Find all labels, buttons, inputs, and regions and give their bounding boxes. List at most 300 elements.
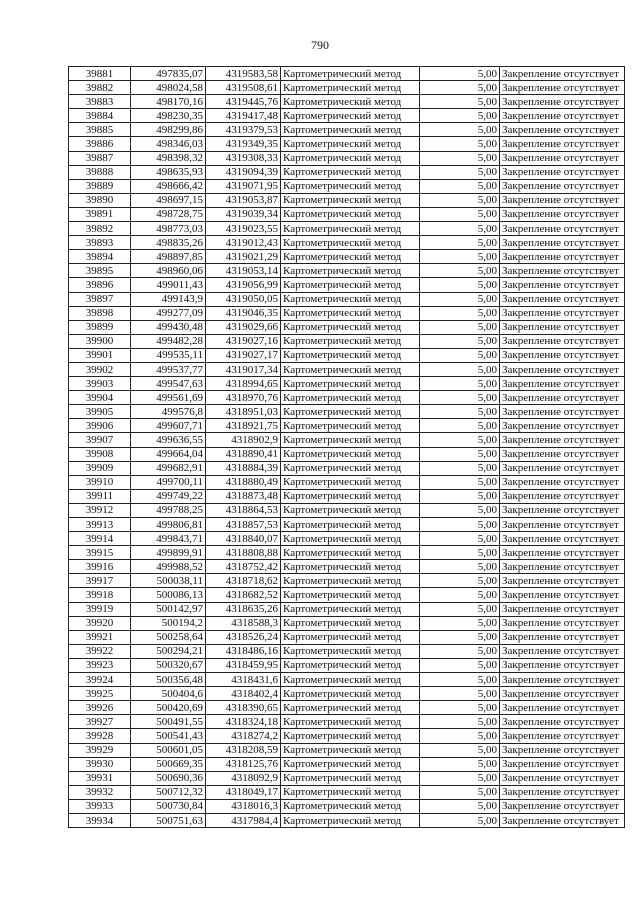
accuracy-cell: 5,00 xyxy=(420,644,500,658)
fixing-description-cell: Закрепление отсутствует xyxy=(500,729,625,743)
table-row xyxy=(69,362,625,376)
x-coordinate-cell: 499700,11 xyxy=(131,475,206,489)
y-coordinate-cell: 4319027,16 xyxy=(206,334,281,348)
table-row xyxy=(69,532,625,546)
table-row xyxy=(69,461,625,475)
point-number-cell: 39926 xyxy=(69,701,131,715)
table-row xyxy=(69,264,625,278)
y-coordinate-cell: 4318857,53 xyxy=(206,518,281,532)
x-coordinate-cell: 498960,06 xyxy=(131,264,206,278)
fixing-description-cell: Закрепление отсутствует xyxy=(500,461,625,475)
accuracy-cell: 5,00 xyxy=(420,334,500,348)
table-row xyxy=(69,334,625,348)
x-coordinate-cell: 499537,77 xyxy=(131,362,206,376)
fixing-description-cell: Закрепление отсутствует xyxy=(500,574,625,588)
x-coordinate-cell: 499547,63 xyxy=(131,377,206,391)
table-row xyxy=(69,771,625,785)
method-cell: Картометрический метод xyxy=(281,377,420,391)
y-coordinate-cell: 4318049,17 xyxy=(206,785,281,799)
point-number-cell: 39910 xyxy=(69,475,131,489)
method-cell: Картометрический метод xyxy=(281,81,420,95)
method-cell: Картометрический метод xyxy=(281,743,420,757)
fixing-description-cell: Закрепление отсутствует xyxy=(500,405,625,419)
accuracy-cell: 5,00 xyxy=(420,81,500,95)
fixing-description-cell: Закрепление отсутствует xyxy=(500,207,625,221)
point-number-cell: 39896 xyxy=(69,278,131,292)
accuracy-cell: 5,00 xyxy=(420,715,500,729)
table-row xyxy=(69,785,625,799)
table-row xyxy=(69,433,625,447)
x-coordinate-cell: 500320,67 xyxy=(131,658,206,672)
x-coordinate-cell: 499143,9 xyxy=(131,292,206,306)
y-coordinate-cell: 4319029,66 xyxy=(206,320,281,334)
method-cell: Картометрический метод xyxy=(281,278,420,292)
table-row xyxy=(69,546,625,560)
fixing-description-cell: Закрепление отсутствует xyxy=(500,447,625,461)
fixing-description-cell: Закрепление отсутствует xyxy=(500,602,625,616)
method-cell: Картометрический метод xyxy=(281,123,420,137)
point-number-cell: 39894 xyxy=(69,250,131,264)
y-coordinate-cell: 4318994,65 xyxy=(206,377,281,391)
point-number-cell: 39888 xyxy=(69,165,131,179)
y-coordinate-cell: 4319053,14 xyxy=(206,264,281,278)
y-coordinate-cell: 4318486,16 xyxy=(206,644,281,658)
accuracy-cell: 5,00 xyxy=(420,320,500,334)
fixing-description-cell: Закрепление отсутствует xyxy=(500,813,625,827)
method-cell: Картометрический метод xyxy=(281,236,420,250)
y-coordinate-cell: 4319027,17 xyxy=(206,348,281,362)
y-coordinate-cell: 4318884,39 xyxy=(206,461,281,475)
x-coordinate-cell: 500690,36 xyxy=(131,771,206,785)
method-cell: Картометрический метод xyxy=(281,489,420,503)
table-row xyxy=(69,348,625,362)
point-number-cell: 39898 xyxy=(69,306,131,320)
table-row xyxy=(69,757,625,771)
method-cell: Картометрический метод xyxy=(281,179,420,193)
y-coordinate-cell: 4317984,4 xyxy=(206,813,281,827)
fixing-description-cell: Закрепление отсутствует xyxy=(500,292,625,306)
point-number-cell: 39899 xyxy=(69,320,131,334)
y-coordinate-cell: 4319508,61 xyxy=(206,81,281,95)
table-row xyxy=(69,278,625,292)
table-row xyxy=(69,518,625,532)
x-coordinate-cell: 500404,6 xyxy=(131,687,206,701)
fixing-description-cell: Закрепление отсутствует xyxy=(500,250,625,264)
accuracy-cell: 5,00 xyxy=(420,433,500,447)
fixing-description-cell: Закрепление отсутствует xyxy=(500,179,625,193)
fixing-description-cell: Закрепление отсутствует xyxy=(500,630,625,644)
y-coordinate-cell: 4318588,3 xyxy=(206,616,281,630)
fixing-description-cell: Закрепление отсутствует xyxy=(500,475,625,489)
y-coordinate-cell: 4319379,53 xyxy=(206,123,281,137)
table-row xyxy=(69,320,625,334)
point-number-cell: 39933 xyxy=(69,799,131,813)
y-coordinate-cell: 4319023,55 xyxy=(206,222,281,236)
fixing-description-cell: Закрепление отсутствует xyxy=(500,264,625,278)
x-coordinate-cell: 500294,21 xyxy=(131,644,206,658)
y-coordinate-cell: 4318840,07 xyxy=(206,532,281,546)
point-number-cell: 39909 xyxy=(69,461,131,475)
y-coordinate-cell: 4319046,35 xyxy=(206,306,281,320)
point-number-cell: 39882 xyxy=(69,81,131,95)
method-cell: Картометрический метод xyxy=(281,757,420,771)
point-number-cell: 39886 xyxy=(69,137,131,151)
point-number-cell: 39881 xyxy=(69,67,131,81)
accuracy-cell: 5,00 xyxy=(420,236,500,250)
point-number-cell: 39917 xyxy=(69,574,131,588)
accuracy-cell: 5,00 xyxy=(420,588,500,602)
method-cell: Картометрический метод xyxy=(281,673,420,687)
method-cell: Картометрический метод xyxy=(281,109,420,123)
x-coordinate-cell: 500491,55 xyxy=(131,715,206,729)
x-coordinate-cell: 498299,86 xyxy=(131,123,206,137)
point-number-cell: 39890 xyxy=(69,193,131,207)
y-coordinate-cell: 4318125,76 xyxy=(206,757,281,771)
table-row xyxy=(69,236,625,250)
accuracy-cell: 5,00 xyxy=(420,278,500,292)
table-row xyxy=(69,179,625,193)
y-coordinate-cell: 4318016,3 xyxy=(206,799,281,813)
accuracy-cell: 5,00 xyxy=(420,306,500,320)
accuracy-cell: 5,00 xyxy=(420,560,500,574)
fixing-description-cell: Закрепление отсутствует xyxy=(500,701,625,715)
table-row xyxy=(69,588,625,602)
x-coordinate-cell: 499535,11 xyxy=(131,348,206,362)
x-coordinate-cell: 498728,75 xyxy=(131,207,206,221)
method-cell: Картометрический метод xyxy=(281,701,420,715)
x-coordinate-cell: 500086,13 xyxy=(131,588,206,602)
point-number-cell: 39925 xyxy=(69,687,131,701)
x-coordinate-cell: 500730,84 xyxy=(131,799,206,813)
fixing-description-cell: Закрепление отсутствует xyxy=(500,419,625,433)
table-row xyxy=(69,475,625,489)
point-number-cell: 39902 xyxy=(69,362,131,376)
point-number-cell: 39911 xyxy=(69,489,131,503)
point-number-cell: 39892 xyxy=(69,222,131,236)
y-coordinate-cell: 4319017,34 xyxy=(206,362,281,376)
method-cell: Картометрический метод xyxy=(281,207,420,221)
x-coordinate-cell: 499664,04 xyxy=(131,447,206,461)
x-coordinate-cell: 499806,81 xyxy=(131,518,206,532)
x-coordinate-cell: 498170,16 xyxy=(131,95,206,109)
x-coordinate-cell: 498773,03 xyxy=(131,222,206,236)
method-cell: Картометрический метод xyxy=(281,165,420,179)
x-coordinate-cell: 498635,93 xyxy=(131,165,206,179)
point-number-cell: 39916 xyxy=(69,560,131,574)
point-number-cell: 39918 xyxy=(69,588,131,602)
table-row xyxy=(69,673,625,687)
method-cell: Картометрический метод xyxy=(281,67,420,81)
x-coordinate-cell: 498230,35 xyxy=(131,109,206,123)
table-row xyxy=(69,306,625,320)
method-cell: Картометрический метод xyxy=(281,419,420,433)
fixing-description-cell: Закрепление отсутствует xyxy=(500,320,625,334)
point-number-cell: 39913 xyxy=(69,518,131,532)
table-row xyxy=(69,109,625,123)
method-cell: Картометрический метод xyxy=(281,461,420,475)
accuracy-cell: 5,00 xyxy=(420,137,500,151)
accuracy-cell: 5,00 xyxy=(420,673,500,687)
method-cell: Картометрический метод xyxy=(281,532,420,546)
x-coordinate-cell: 500751,63 xyxy=(131,813,206,827)
accuracy-cell: 5,00 xyxy=(420,179,500,193)
method-cell: Картометрический метод xyxy=(281,729,420,743)
fixing-description-cell: Закрепление отсутствует xyxy=(500,518,625,532)
point-number-cell: 39907 xyxy=(69,433,131,447)
point-number-cell: 39923 xyxy=(69,658,131,672)
accuracy-cell: 5,00 xyxy=(420,151,500,165)
method-cell: Картометрический метод xyxy=(281,95,420,109)
point-number-cell: 39928 xyxy=(69,729,131,743)
table-row xyxy=(69,644,625,658)
table-row xyxy=(69,602,625,616)
accuracy-cell: 5,00 xyxy=(420,616,500,630)
accuracy-cell: 5,00 xyxy=(420,109,500,123)
page-number: 790 xyxy=(311,38,329,52)
fixing-description-cell: Закрепление отсутствует xyxy=(500,644,625,658)
point-number-cell: 39929 xyxy=(69,743,131,757)
y-coordinate-cell: 4319445,76 xyxy=(206,95,281,109)
fixing-description-cell: Закрепление отсутствует xyxy=(500,334,625,348)
y-coordinate-cell: 4319053,87 xyxy=(206,193,281,207)
accuracy-cell: 5,00 xyxy=(420,475,500,489)
fixing-description-cell: Закрепление отсутствует xyxy=(500,67,625,81)
table-row xyxy=(69,391,625,405)
table-row xyxy=(69,377,625,391)
accuracy-cell: 5,00 xyxy=(420,701,500,715)
x-coordinate-cell: 498346,03 xyxy=(131,137,206,151)
x-coordinate-cell: 500601,05 xyxy=(131,743,206,757)
method-cell: Картометрический метод xyxy=(281,292,420,306)
table-row xyxy=(69,729,625,743)
method-cell: Картометрический метод xyxy=(281,813,420,827)
y-coordinate-cell: 4318431,6 xyxy=(206,673,281,687)
fixing-description-cell: Закрепление отсутствует xyxy=(500,151,625,165)
y-coordinate-cell: 4318880,49 xyxy=(206,475,281,489)
point-number-cell: 39895 xyxy=(69,264,131,278)
point-number-cell: 39914 xyxy=(69,532,131,546)
method-cell: Картометрический метод xyxy=(281,799,420,813)
x-coordinate-cell: 499636,55 xyxy=(131,433,206,447)
accuracy-cell: 5,00 xyxy=(420,95,500,109)
x-coordinate-cell: 499277,09 xyxy=(131,306,206,320)
table-row xyxy=(69,813,625,827)
point-number-cell: 39931 xyxy=(69,771,131,785)
x-coordinate-cell: 500258,64 xyxy=(131,630,206,644)
point-number-cell: 39900 xyxy=(69,334,131,348)
point-number-cell: 39905 xyxy=(69,405,131,419)
fixing-description-cell: Закрепление отсутствует xyxy=(500,757,625,771)
method-cell: Картометрический метод xyxy=(281,771,420,785)
method-cell: Картометрический метод xyxy=(281,785,420,799)
accuracy-cell: 5,00 xyxy=(420,489,500,503)
table-row xyxy=(69,137,625,151)
fixing-description-cell: Закрепление отсутствует xyxy=(500,377,625,391)
y-coordinate-cell: 4318951,03 xyxy=(206,405,281,419)
method-cell: Картометрический метод xyxy=(281,320,420,334)
table-row xyxy=(69,405,625,419)
method-cell: Картометрический метод xyxy=(281,715,420,729)
point-number-cell: 39887 xyxy=(69,151,131,165)
method-cell: Картометрический метод xyxy=(281,687,420,701)
method-cell: Картометрический метод xyxy=(281,334,420,348)
table-row xyxy=(69,207,625,221)
fixing-description-cell: Закрепление отсутствует xyxy=(500,616,625,630)
accuracy-cell: 5,00 xyxy=(420,419,500,433)
y-coordinate-cell: 4318526,24 xyxy=(206,630,281,644)
table-row xyxy=(69,447,625,461)
table-row xyxy=(69,250,625,264)
table-row xyxy=(69,165,625,179)
y-coordinate-cell: 4318635,26 xyxy=(206,602,281,616)
method-cell: Картометрический метод xyxy=(281,405,420,419)
y-coordinate-cell: 4318324,18 xyxy=(206,715,281,729)
accuracy-cell: 5,00 xyxy=(420,518,500,532)
accuracy-cell: 5,00 xyxy=(420,743,500,757)
table-row xyxy=(69,687,625,701)
accuracy-cell: 5,00 xyxy=(420,165,500,179)
method-cell: Картометрический метод xyxy=(281,433,420,447)
fixing-description-cell: Закрепление отсутствует xyxy=(500,348,625,362)
method-cell: Картометрический метод xyxy=(281,250,420,264)
fixing-description-cell: Закрепление отсутствует xyxy=(500,799,625,813)
fixing-description-cell: Закрепление отсутствует xyxy=(500,193,625,207)
fixing-description-cell: Закрепление отсутствует xyxy=(500,588,625,602)
y-coordinate-cell: 4318864,53 xyxy=(206,503,281,517)
table-row xyxy=(69,95,625,109)
x-coordinate-cell: 499899,91 xyxy=(131,546,206,560)
table-row xyxy=(69,489,625,503)
x-coordinate-cell: 499430,48 xyxy=(131,320,206,334)
accuracy-cell: 5,00 xyxy=(420,813,500,827)
fixing-description-cell: Закрепление отсутствует xyxy=(500,222,625,236)
accuracy-cell: 5,00 xyxy=(420,771,500,785)
method-cell: Картометрический метод xyxy=(281,518,420,532)
point-number-cell: 39927 xyxy=(69,715,131,729)
x-coordinate-cell: 499843,71 xyxy=(131,532,206,546)
y-coordinate-cell: 4319417,48 xyxy=(206,109,281,123)
accuracy-cell: 5,00 xyxy=(420,729,500,743)
method-cell: Картометрический метод xyxy=(281,362,420,376)
method-cell: Картометрический метод xyxy=(281,447,420,461)
x-coordinate-cell: 498666,42 xyxy=(131,179,206,193)
accuracy-cell: 5,00 xyxy=(420,658,500,672)
accuracy-cell: 5,00 xyxy=(420,785,500,799)
fixing-description-cell: Закрепление отсутствует xyxy=(500,165,625,179)
y-coordinate-cell: 4319583,58 xyxy=(206,67,281,81)
y-coordinate-cell: 4318274,2 xyxy=(206,729,281,743)
fixing-description-cell: Закрепление отсутствует xyxy=(500,546,625,560)
y-coordinate-cell: 4318208,59 xyxy=(206,743,281,757)
y-coordinate-cell: 4319349,35 xyxy=(206,137,281,151)
point-number-cell: 39883 xyxy=(69,95,131,109)
y-coordinate-cell: 4318459,95 xyxy=(206,658,281,672)
y-coordinate-cell: 4318921,75 xyxy=(206,419,281,433)
fixing-description-cell: Закрепление отсутствует xyxy=(500,673,625,687)
method-cell: Картометрический метод xyxy=(281,616,420,630)
table-row xyxy=(69,799,625,813)
table-row xyxy=(69,701,625,715)
x-coordinate-cell: 500541,43 xyxy=(131,729,206,743)
x-coordinate-cell: 499561,69 xyxy=(131,391,206,405)
x-coordinate-cell: 498398,32 xyxy=(131,151,206,165)
method-cell: Картометрический метод xyxy=(281,306,420,320)
table-body xyxy=(69,67,625,828)
fixing-description-cell: Закрепление отсутствует xyxy=(500,391,625,405)
fixing-description-cell: Закрепление отсутствует xyxy=(500,306,625,320)
fixing-description-cell: Закрепление отсутствует xyxy=(500,687,625,701)
table-row xyxy=(69,222,625,236)
fixing-description-cell: Закрепление отсутствует xyxy=(500,236,625,250)
method-cell: Картометрический метод xyxy=(281,137,420,151)
point-number-cell: 39904 xyxy=(69,391,131,405)
accuracy-cell: 5,00 xyxy=(420,207,500,221)
table-row xyxy=(69,560,625,574)
method-cell: Картометрический метод xyxy=(281,264,420,278)
accuracy-cell: 5,00 xyxy=(420,574,500,588)
y-coordinate-cell: 4318752,42 xyxy=(206,560,281,574)
y-coordinate-cell: 4319039,34 xyxy=(206,207,281,221)
x-coordinate-cell: 497835,07 xyxy=(131,67,206,81)
accuracy-cell: 5,00 xyxy=(420,602,500,616)
method-cell: Картометрический метод xyxy=(281,560,420,574)
x-coordinate-cell: 498897,85 xyxy=(131,250,206,264)
point-number-cell: 39885 xyxy=(69,123,131,137)
point-number-cell: 39901 xyxy=(69,348,131,362)
accuracy-cell: 5,00 xyxy=(420,250,500,264)
accuracy-cell: 5,00 xyxy=(420,447,500,461)
point-number-cell: 39922 xyxy=(69,644,131,658)
method-cell: Картометрический метод xyxy=(281,630,420,644)
fixing-description-cell: Закрепление отсутствует xyxy=(500,123,625,137)
point-number-cell: 39921 xyxy=(69,630,131,644)
x-coordinate-cell: 498697,15 xyxy=(131,193,206,207)
fixing-description-cell: Закрепление отсутствует xyxy=(500,771,625,785)
y-coordinate-cell: 4318092,9 xyxy=(206,771,281,785)
y-coordinate-cell: 4319308,33 xyxy=(206,151,281,165)
accuracy-cell: 5,00 xyxy=(420,123,500,137)
accuracy-cell: 5,00 xyxy=(420,630,500,644)
fixing-description-cell: Закрепление отсутствует xyxy=(500,658,625,672)
fixing-description-cell: Закрепление отсутствует xyxy=(500,362,625,376)
method-cell: Картометрический метод xyxy=(281,574,420,588)
method-cell: Картометрический метод xyxy=(281,193,420,207)
method-cell: Картометрический метод xyxy=(281,391,420,405)
y-coordinate-cell: 4318970,76 xyxy=(206,391,281,405)
point-number-cell: 39924 xyxy=(69,673,131,687)
y-coordinate-cell: 4319012,43 xyxy=(206,236,281,250)
accuracy-cell: 5,00 xyxy=(420,377,500,391)
point-number-cell: 39903 xyxy=(69,377,131,391)
table-row xyxy=(69,574,625,588)
method-cell: Картометрический метод xyxy=(281,658,420,672)
point-number-cell: 39884 xyxy=(69,109,131,123)
x-coordinate-cell: 499607,71 xyxy=(131,419,206,433)
accuracy-cell: 5,00 xyxy=(420,799,500,813)
table-row xyxy=(69,419,625,433)
table-row xyxy=(69,715,625,729)
x-coordinate-cell: 499482,28 xyxy=(131,334,206,348)
method-cell: Картометрический метод xyxy=(281,588,420,602)
x-coordinate-cell: 498024,58 xyxy=(131,81,206,95)
point-number-cell: 39897 xyxy=(69,292,131,306)
method-cell: Картометрический метод xyxy=(281,151,420,165)
accuracy-cell: 5,00 xyxy=(420,503,500,517)
accuracy-cell: 5,00 xyxy=(420,292,500,306)
fixing-description-cell: Закрепление отсутствует xyxy=(500,137,625,151)
fixing-description-cell: Закрепление отсутствует xyxy=(500,95,625,109)
x-coordinate-cell: 500356,48 xyxy=(131,673,206,687)
